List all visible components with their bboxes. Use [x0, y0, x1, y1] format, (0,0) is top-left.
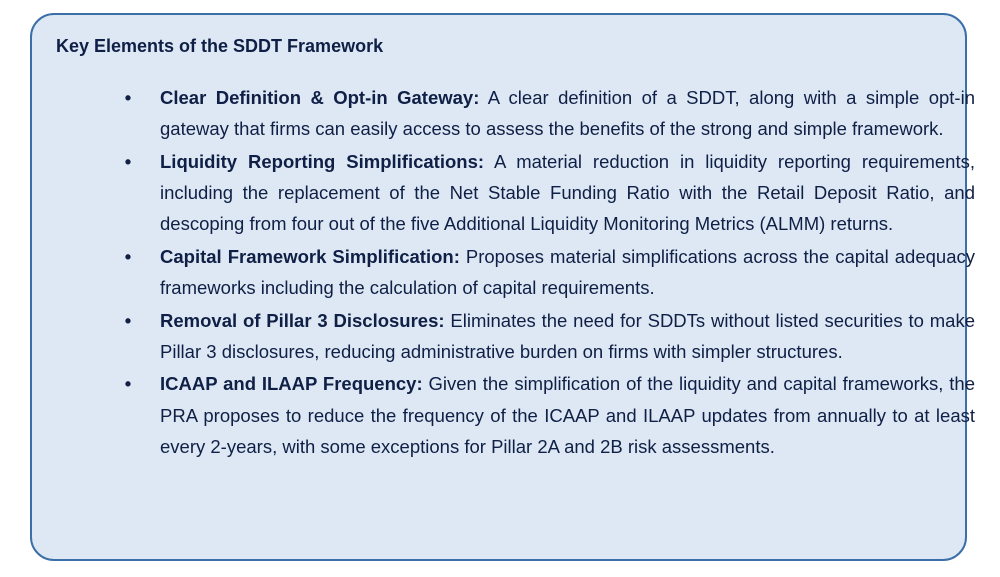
list-item-capital-framework [124, 241, 975, 304]
item-label: Capital Framework Simplification: [160, 245, 460, 267]
item-text: Eliminates the need for SDDTs without listed securities to make Pillar 3 disclosures, reducing administrative burden on firms with simpler structures. [160, 309, 976, 362]
list-item-pillar-3-disclosures [124, 305, 976, 368]
list-item-liquidity-reporting [124, 146, 975, 240]
item-label: ICAAP and ILAAP Frequency: [160, 373, 423, 395]
key-elements-panel [30, 13, 976, 561]
item-text: Given the simplification of the liquidity and capital frameworks, the PRA proposes to reduce the frequency of the ICAAP and ILAAP updates from annually to at least every 2-years, with some exceptions for Pillar 2A and 2B risk assessments. [160, 373, 976, 458]
key-elements-list [124, 82, 976, 464]
item-text: Proposes material simplifications across the capital adequacy frameworks including the calculation of capital requirements. [160, 245, 975, 299]
item-label: Removal of Pillar 3 Disclosures: [160, 309, 445, 331]
item-label: Clear Definition & Opt-in Gateway: [160, 87, 480, 108]
bullet-icon: • [124, 87, 132, 108]
bullet-icon: • [124, 309, 132, 331]
item-text: A material reduction in liquidity reporting requirements, including the replacement of the Net Stable Funding Ratio with the Retail Deposit Ratio, and descoping from four out of the five Additional Liquidity Monitoring Metrics (ALMM) returns. [160, 150, 975, 235]
list-item-opt-in-gateway [124, 82, 975, 145]
item-text: A clear definition of a SDDT, along with a simple opt-in gateway that firms can easily access to assess the benefits of the strong and simple framework. [160, 87, 975, 140]
bullet-icon: • [124, 373, 132, 395]
panel-title: Key Elements of the SDDT Framework [56, 36, 384, 56]
item-label: Liquidity Reporting Simplifications: [160, 150, 485, 172]
bullet-icon: • [124, 150, 132, 172]
list-item-icaap-ilaap-frequency [124, 368, 976, 462]
bullet-icon: • [124, 245, 132, 267]
